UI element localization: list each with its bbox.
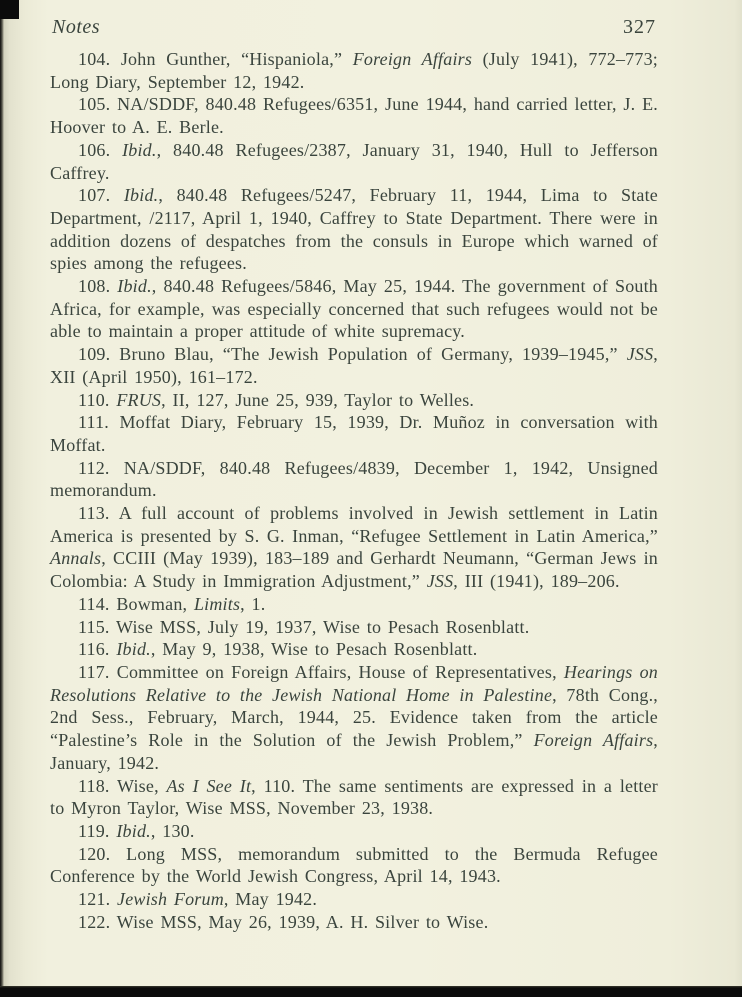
note-item (50, 48, 658, 93)
note-text: 108. (78, 276, 118, 297)
note-item (50, 343, 658, 388)
note-item (50, 593, 658, 616)
note-text: , 1. (240, 593, 266, 614)
note-text: , II, 127, June 25, 939, Taylor to Welles. (161, 389, 475, 410)
note-item (50, 184, 658, 275)
note-text-italic: Ibid. (116, 820, 151, 841)
note-text: 117. Committee on Foreign Affairs, House of Representatives, (78, 661, 564, 682)
note-item (50, 139, 658, 184)
note-text: 107. (78, 185, 124, 206)
note-text: 109. Bruno Blau, “The Jewish Population of Germany, 1939–1945,” (78, 344, 627, 365)
note-text: 106. (78, 139, 123, 160)
note-item (50, 502, 658, 593)
note-text: , 78th Cong., 2nd Sess., February, March, 1944, 25. Evidence taken from the article “Palestine’s Role in the Solution of the Jewish Problem,” (50, 684, 659, 751)
note-text-italic: JSS (626, 344, 654, 365)
note-text: , 110. The same sentiments are expressed in a letter to Myron Taylor, Wise MSS, November 23, 1938. (50, 775, 658, 819)
note-text: 104. John Gunther, “Hispaniola,” (78, 49, 353, 69)
scan-bottom-bar-artifact (0, 986, 742, 997)
note-item (50, 638, 658, 661)
note-text-italic: Annals (50, 548, 102, 569)
note-text-italic: Limits (193, 593, 241, 614)
note-text: , 840.48 Refugees/5846, May 25, 1944. The government of South Africa, for example, was especially concerned that such refugees would not be able to maintain a proper attitude of white supremacy. (50, 276, 659, 342)
note-item (50, 661, 658, 775)
note-item (50, 275, 658, 343)
note-text: 112. NA/SDDF, 840.48 Refugees/4839, December 1, 1942, Unsigned memorandum. (50, 457, 658, 501)
note-item (50, 411, 658, 456)
note-text-italic: Ibid. (117, 276, 152, 297)
note-text: , 840.48 Refugees/5247, February 11, 1944, Lima to State Department, /2117, April 1, 1940, Caffrey to State Department. There were in addition dozens of despatches from the consuls in Europe which warned of spies among the refugees. (50, 185, 658, 274)
page-number: 327 (623, 16, 656, 38)
note-text-italic: JSS (426, 571, 454, 592)
note-text: , III (1941), 189–206. (453, 571, 620, 592)
note-text: 119. (78, 820, 117, 841)
note-text: 110. (78, 389, 117, 410)
note-text-italic: Ibid. (122, 139, 157, 160)
scan-edge-left-artifact (0, 0, 4, 997)
note-text: , January, 1942. (50, 730, 658, 773)
note-text-italic: Ibid. (123, 185, 159, 206)
note-text: , 840.48 Refugees/2387, January 31, 1940, Hull to Jefferson Caffrey. (50, 139, 659, 183)
running-header (52, 16, 656, 39)
note-text: 105. NA/SDDF, 840.48 Refugees/6351, June 1944, hand carried letter, J. E. Hoover to A. E. Berle. (50, 94, 658, 138)
note-text: 111. Moffat Diary, February 15, 1939, Dr. Muñoz in conversation with Moffat. (50, 412, 658, 455)
note-item (50, 93, 658, 138)
note-text: , May 9, 1938, Wise to Pesach Rosenblatt. (150, 639, 478, 660)
note-text-italic: Hearings on Resolutions Relative to the Jewish National Home in Palestine (50, 661, 658, 705)
note-text-italic: As I See It (166, 775, 252, 796)
scan-corner-topleft-artifact (0, 0, 19, 19)
note-text: , May 1942. (223, 889, 318, 910)
note-text: 120. Long MSS, memorandum submitted to the Bermuda Refugee Conference by the World Jewish Congress, April 14, 1943. (50, 843, 658, 887)
note-text-italic: Jewish Forum (117, 889, 224, 910)
note-text-italic: FRUS (116, 389, 162, 410)
note-item (50, 820, 658, 843)
note-text-italic: Foreign Affairs (352, 49, 473, 69)
note-text: 118. Wise, (78, 775, 167, 796)
note-text-italic: Ibid. (116, 639, 151, 660)
note-text: 116. (78, 639, 117, 660)
page-title: Notes (52, 16, 101, 38)
note-text: 113. A full account of problems involved in Jewish settlement in Latin America is presented by S. G. Inman, “Refugee Settlement in Latin America,” (50, 503, 658, 546)
note-text: , XII (April 1950), 161–172. (50, 344, 658, 387)
note-item (50, 911, 658, 934)
note-text: 115. Wise MSS, July 19, 1937, Wise to Pesach Rosenblatt. (78, 616, 530, 637)
note-item (50, 616, 658, 639)
note-text: 114. Bowman, (78, 593, 194, 614)
note-text-italic: Foreign Affairs (533, 730, 654, 751)
note-text: 122. Wise MSS, May 26, 1939, A. H. Silver to Wise. (78, 911, 489, 932)
note-item (50, 389, 658, 412)
note-item (50, 457, 658, 502)
note-text: , CCIII (May 1939), 183–189 and Gerhardt Neumann, “German Jews in Colombia: A Study in Immigration Adjustment,” (50, 548, 658, 592)
note-item (50, 775, 658, 820)
note-text: 121. (78, 889, 117, 910)
note-text: (July 1941), 772–773; Long Diary, September 12, 1942. (50, 49, 658, 92)
notes-list (50, 48, 658, 933)
note-text: , 130. (150, 820, 195, 841)
note-item (50, 843, 658, 888)
note-item (50, 888, 658, 911)
